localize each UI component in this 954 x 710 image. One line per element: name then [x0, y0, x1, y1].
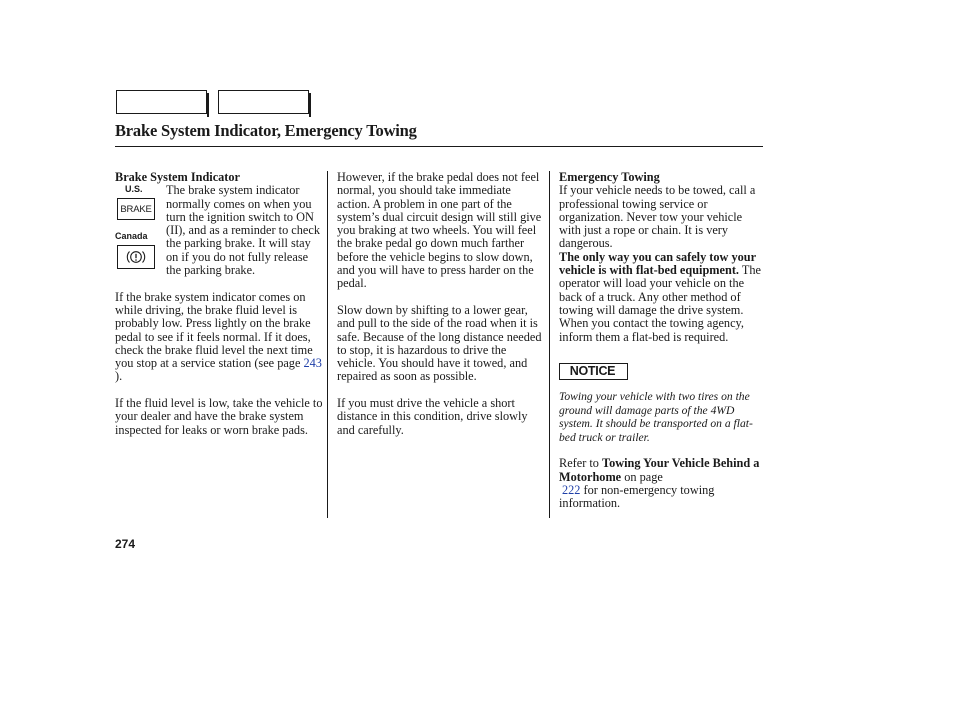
column-brake-indicator: [115, 171, 323, 450]
indicator-icons: [115, 184, 166, 277]
indicator-description: The brake system indicator normally comes on when you turn the ignition switch to ON (II), and as a reminder to check the parking brake. It will stay on if you do not fully release the parking brake.: [166, 183, 320, 278]
reference-text-start: Refer to: [559, 456, 603, 471]
column-emergency-towing: [559, 171, 763, 524]
nav-tab-next[interactable]: [218, 90, 309, 114]
region-label-us: U.S.: [125, 184, 143, 195]
paragraph-fluid-low-end: ).: [115, 369, 123, 384]
paragraph-flat-bed: [559, 251, 763, 344]
reference-section-title: Towing Your Vehicle Behind a Motorhome: [559, 456, 760, 484]
paragraph-short-distance: If you must drive the vehicle a short distance in this condition, drive slowly and carefully.: [337, 396, 528, 437]
nav-tab-previous[interactable]: [116, 90, 207, 114]
column-brake-pedal: [337, 171, 543, 450]
indicator-block: [115, 184, 323, 277]
section-heading-brake-indicator: Brake System Indicator: [115, 170, 241, 184]
brake-indicator-text: BRAKE: [120, 203, 152, 215]
flat-bed-warning-bold: The only way you can safely tow your vehicle is with flat-bed equipment.: [559, 249, 756, 278]
brake-warning-symbol-icon: [117, 245, 155, 269]
brake-indicator-icon: [117, 198, 155, 220]
column-divider-1: [327, 171, 328, 518]
notice-text: Towing your vehicle with two tires on the ground will damage parts of the 4WD system. It should be transported on a flat-bed truck or trailer.: [559, 390, 753, 444]
section-heading-emergency-towing: Emergency Towing: [559, 170, 660, 184]
brake-warning-symbol-svg: [124, 248, 148, 266]
page-title: Brake System Indicator, Emergency Towing: [115, 121, 417, 140]
paragraph-fluid-low: [115, 291, 323, 384]
paragraph-fluid-inspection: If the fluid level is low, take the vehicle to your dealer and have the brake system inspected for leaks or worn brake pads.: [115, 396, 323, 437]
paragraph-fluid-low-text: If the brake system indicator comes on while driving, the brake fluid level is probably low. Press lightly on the brake pedal to see if it feels normal. If it does, check the brake fluid level the next time you stop at a service station (see page: [115, 289, 313, 371]
paragraph-pedal-feel: However, if the brake pedal does not feel normal, you should take immediate action. A problem in one part of the system’s dual circuit design will still give you braking at two wheels. You will feel the brake pedal go down much farther before the vehicle begins to slow down, and you will have to press harder on the pedal.: [337, 170, 542, 291]
region-label-canada: Canada: [115, 231, 148, 242]
page-link-243[interactable]: 243: [303, 356, 322, 371]
paragraph-motorhome-reference: [559, 457, 763, 510]
flat-bed-warning-text: The operator will load your vehicle on the back of a truck. Any other method of towing will damage the drive system. When you contact the towing agency, inform them a flat-bed is required.: [559, 263, 761, 344]
notice-label: NOTICE: [559, 363, 628, 380]
page-number: 274: [115, 537, 136, 551]
reference-text-end: for non-emergency towing information.: [559, 482, 715, 511]
paragraph-slow-down: Slow down by shifting to a lower gear, and pull to the side of the road when it is safe. Because of the long distance needed to stop, it is hazardous to drive the vehicle. You should have it towed, and repaired as soon as possible.: [337, 302, 542, 384]
page-link-222[interactable]: 222: [562, 482, 581, 497]
reference-text-mid: on page: [621, 469, 663, 484]
column-divider-2: [549, 171, 550, 518]
paragraph-towing-intro: If your vehicle needs to be towed, call a professional towing service or organization. Never tow your vehicle with just a rope or chain. It is very dangerous.: [559, 183, 756, 251]
title-divider: [115, 146, 763, 147]
